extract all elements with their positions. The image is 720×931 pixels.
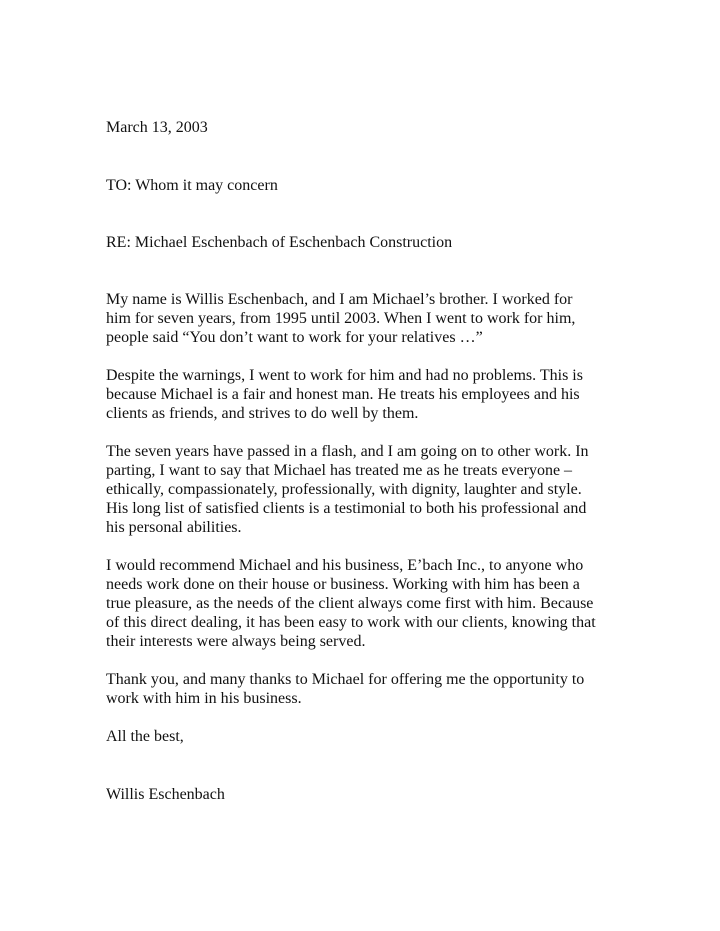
paragraph-line: My name is Willis Eschenbach, and I am Michael’s brother. I worked for [106, 291, 573, 308]
paragraph-line: ethically, compassionately, professionally, with dignity, laughter and style. [106, 481, 582, 498]
paragraph-introduction [106, 290, 575, 347]
paragraph-line: clients as friends, and strives to do well by them. [106, 405, 419, 422]
paragraph-line: true pleasure, as the needs of the client always come first with him. Because [106, 595, 594, 612]
letter-date: March 13, 2003 [106, 119, 208, 136]
paragraph-line: Despite the warnings, I went to work for him and had no problems. This is [106, 367, 583, 384]
paragraph-line: people said “You don’t want to work for your relatives …” [106, 329, 483, 346]
letter-recipient: TO: Whom it may concern [106, 177, 278, 194]
paragraph-line: work with him in his business. [106, 690, 302, 707]
paragraph-line: parting, I want to say that Michael has treated me as he treats everyone – [106, 462, 573, 479]
paragraph-line: his personal abilities. [106, 519, 242, 536]
letter-subject: RE: Michael Eschenbach of Eschenbach Construction [106, 234, 453, 251]
paragraph-recommendation [106, 556, 596, 651]
letter-closing: All the best, [106, 728, 184, 745]
paragraph-seven-years [106, 442, 589, 537]
paragraph-line: because Michael is a fair and honest man. He treats his employees and his [106, 386, 580, 403]
paragraph-line: their interests were always being served. [106, 633, 366, 650]
paragraph-line: His long list of satisfied clients is a testimonial to both his professional and [106, 500, 587, 517]
paragraph-line: Thank you, and many thanks to Michael for offering me the opportunity to [106, 671, 585, 688]
paragraph-line: The seven years have passed in a flash, and I am going on to other work. In [106, 443, 589, 460]
paragraph-line: needs work done on their house or business. Working with him has been a [106, 576, 580, 593]
letter-signature: Willis Eschenbach [106, 786, 225, 803]
paragraph-line: I would recommend Michael and his business, E’bach Inc., to anyone who [106, 557, 584, 574]
paragraph-warnings [106, 366, 583, 423]
paragraph-thanks [106, 670, 584, 708]
paragraph-line: of this direct dealing, it has been easy to work with our clients, knowing that [106, 614, 596, 631]
paragraph-line: him for seven years, from 1995 until 2003. When I went to work for him, [106, 310, 576, 327]
